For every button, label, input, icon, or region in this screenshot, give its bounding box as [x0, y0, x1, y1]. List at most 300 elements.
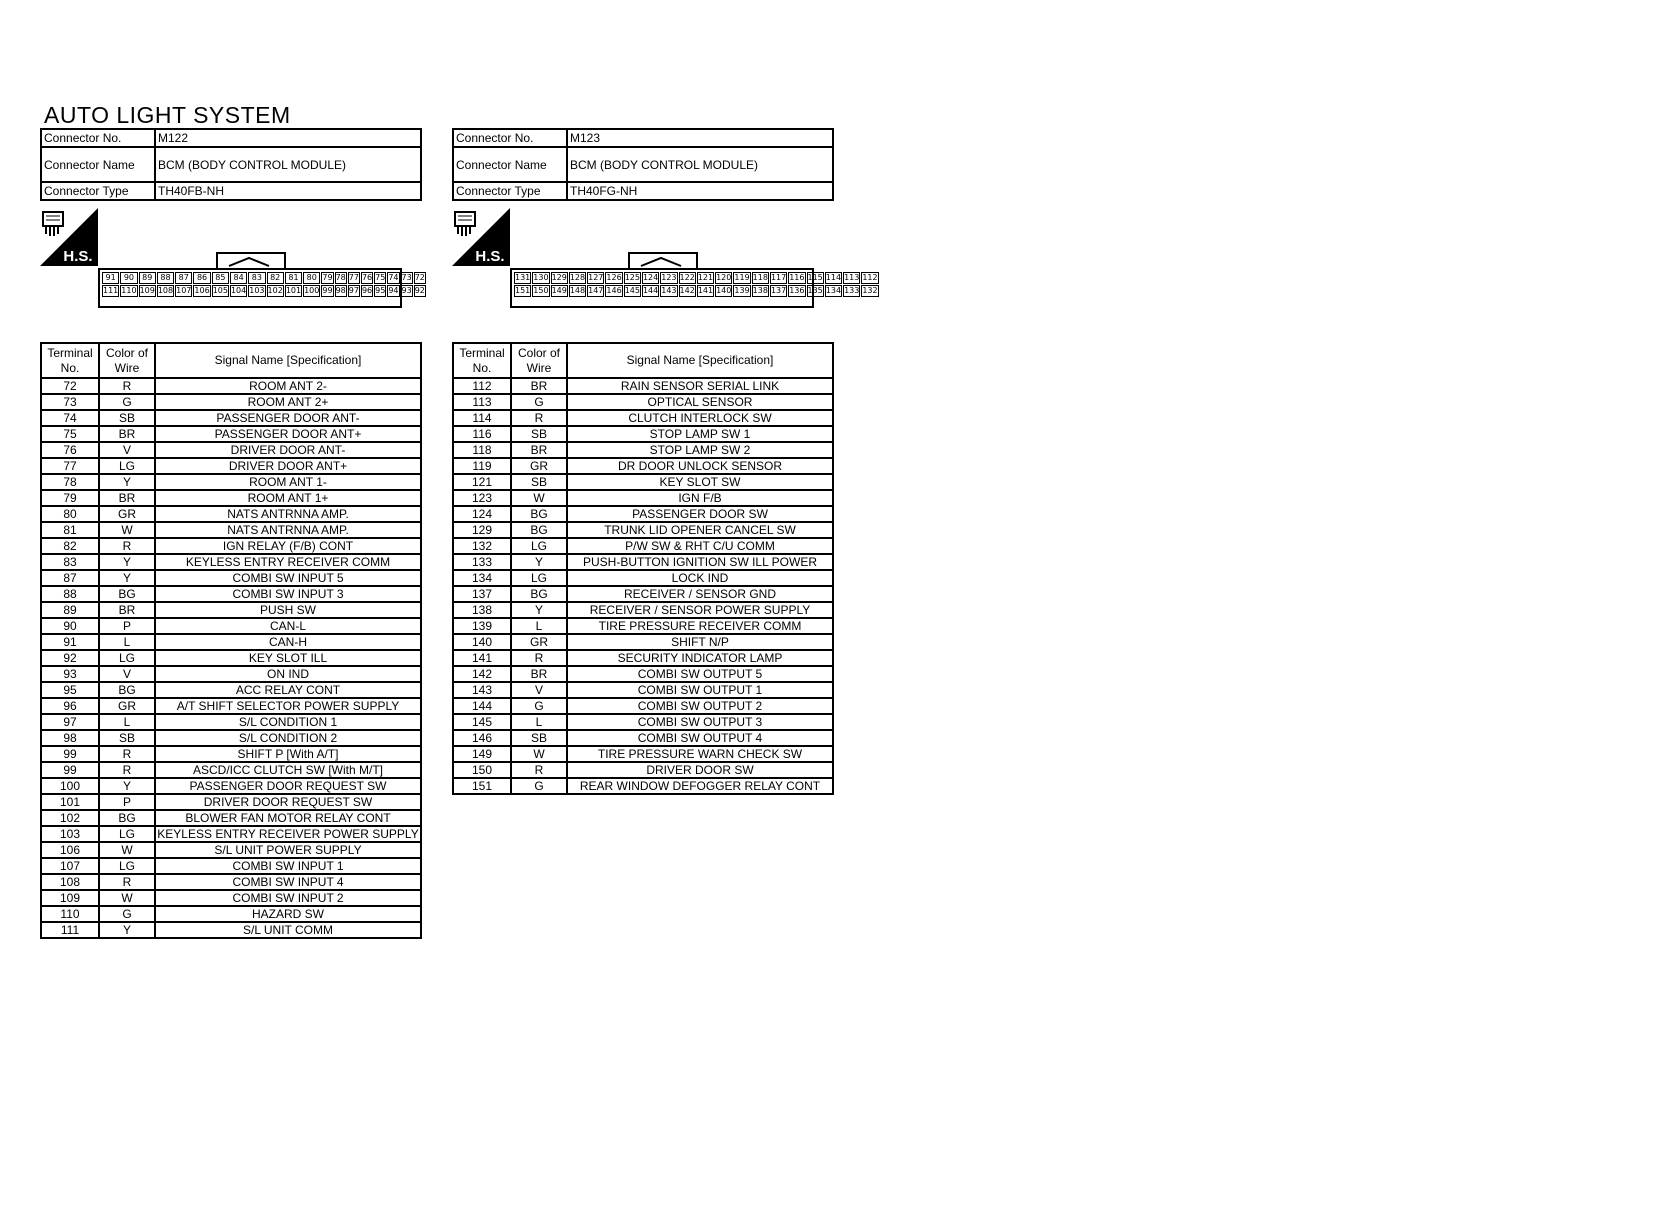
signal-name-cell: KEYLESS ENTRY RECEIVER COMM: [155, 554, 421, 570]
signal-name-cell: COMBI SW INPUT 1: [155, 858, 421, 874]
connector-pin: 110: [121, 286, 137, 295]
wire-color-cell: SB: [99, 410, 155, 426]
table-row: [41, 378, 421, 394]
connector-pin: 84: [230, 272, 247, 284]
connector-pin: 111: [103, 286, 119, 295]
connector-pin: 103: [249, 286, 265, 295]
signal-name-cell: SHIFT N/P: [567, 634, 833, 650]
wire-color-cell: BG: [511, 522, 567, 538]
terminal-cell: 112: [453, 378, 511, 394]
terminal-cell: 129: [453, 522, 511, 538]
table-row: [41, 586, 421, 602]
terminal-cell: 89: [41, 602, 99, 618]
terminal-cell: 124: [453, 506, 511, 522]
table-row: [41, 682, 421, 698]
connector-pin: 109: [139, 286, 155, 295]
terminal-cell: 109: [41, 890, 99, 906]
color-header: Color of Wire: [99, 343, 155, 378]
connector-name-value: BCM (BODY CONTROL MODULE): [567, 147, 833, 182]
signal-name-cell: ROOM ANT 1-: [155, 474, 421, 490]
table-row: [453, 506, 833, 522]
connector-pin: 74: [388, 273, 399, 282]
table-row: [41, 458, 421, 474]
terminal-cell: 116: [453, 426, 511, 442]
terminal-cell: 79: [41, 490, 99, 506]
signal-name-cell: DRIVER DOOR REQUEST SW: [155, 794, 421, 810]
signal-name-cell: S/L CONDITION 1: [155, 714, 421, 730]
connector-name-value: BCM (BODY CONTROL MODULE): [155, 147, 421, 182]
signal-name-cell: REAR WINDOW DEFOGGER RELAY CONT: [567, 778, 833, 794]
signal-name-cell: CLUTCH INTERLOCK SW: [567, 410, 833, 426]
connector-no-value: M123: [567, 129, 833, 147]
signal-name-cell: KEY SLOT SW: [567, 474, 833, 490]
connector-pin: 78: [335, 273, 346, 282]
connector-pin: 132: [862, 286, 878, 295]
wire-color-cell: BG: [99, 810, 155, 826]
connector-info-m123: [452, 128, 834, 201]
terminal-cell: 95: [41, 682, 99, 698]
terminal-table-m123: [452, 342, 834, 795]
connector-pin: 122: [679, 273, 695, 282]
table-row: [41, 922, 421, 938]
wire-color-cell: W: [99, 842, 155, 858]
wire-color-cell: R: [511, 762, 567, 778]
signal-name-cell: COMBI SW OUTPUT 5: [567, 666, 833, 682]
wire-color-cell: SB: [511, 474, 567, 490]
signal-name-cell: COMBI SW OUTPUT 2: [567, 698, 833, 714]
connector-pin: 118: [752, 273, 768, 282]
signal-name-cell: COMBI SW INPUT 2: [155, 890, 421, 906]
table-row: [41, 810, 421, 826]
signal-name-cell: OPTICAL SENSOR: [567, 394, 833, 410]
connector-pin: 139: [734, 286, 750, 295]
connector-name-label: Connector Name: [453, 147, 567, 182]
terminal-cell: 87: [41, 570, 99, 586]
wire-color-cell: L: [99, 634, 155, 650]
table-row: [41, 554, 421, 570]
color-header: Color of Wire: [511, 343, 567, 378]
wire-color-cell: Y: [99, 554, 155, 570]
table-row: [453, 554, 833, 570]
connector-pin: 129: [551, 273, 567, 282]
wire-color-cell: W: [511, 490, 567, 506]
connector-lock-tab: [635, 255, 687, 267]
wire-color-cell: BR: [99, 602, 155, 618]
wire-color-cell: L: [511, 618, 567, 634]
wire-color-cell: GR: [99, 506, 155, 522]
table-row: [453, 634, 833, 650]
connector-pin: 104: [230, 286, 247, 295]
wire-color-cell: BG: [99, 586, 155, 602]
signal-header: Signal Name [Specification]: [567, 343, 833, 378]
signal-name-cell: PUSH-BUTTON IGNITION SW ILL POWER: [567, 554, 833, 570]
table-row: [41, 698, 421, 714]
table-row: [41, 714, 421, 730]
connector-pin: 96: [361, 286, 373, 295]
table-row: [41, 394, 421, 410]
connector-pin: 87: [175, 272, 192, 284]
wire-color-cell: L: [511, 714, 567, 730]
table-row: [41, 410, 421, 426]
signal-name-cell: CAN-H: [155, 634, 421, 650]
connector-pin: 140: [716, 286, 732, 295]
wire-color-cell: Y: [99, 474, 155, 490]
signal-name-cell: TIRE PRESSURE WARN CHECK SW: [567, 746, 833, 762]
connector-name-label: Connector Name: [41, 147, 155, 182]
signal-name-cell: STOP LAMP SW 2: [567, 442, 833, 458]
table-row: [453, 458, 833, 474]
signal-name-cell: ROOM ANT 2+: [155, 394, 421, 410]
signal-name-cell: ROOM ANT 1+: [155, 490, 421, 506]
connector-pin: 141: [697, 286, 714, 295]
signal-name-cell: COMBI SW OUTPUT 3: [567, 714, 833, 730]
connector-pin: 88: [157, 272, 174, 284]
terminal-cell: 100: [41, 778, 99, 794]
terminal-cell: 133: [453, 554, 511, 570]
terminal-cell: 139: [453, 618, 511, 634]
connector-pin: 72: [414, 273, 425, 282]
wire-color-cell: R: [99, 538, 155, 554]
signal-name-cell: PASSENGER DOOR SW: [567, 506, 833, 522]
table-row: [453, 394, 833, 410]
terminal-cell: 78: [41, 474, 99, 490]
connector-face-m123: [452, 208, 878, 308]
signal-name-cell: IGN F/B: [567, 490, 833, 506]
connector-type-label: Connector Type: [41, 182, 155, 200]
table-row: [41, 570, 421, 586]
terminal-cell: 137: [453, 586, 511, 602]
connector-no-label: Connector No.: [41, 129, 155, 147]
signal-name-cell: RECEIVER / SENSOR GND: [567, 586, 833, 602]
connector-pin: 148: [569, 286, 586, 295]
connector-pin: 134: [825, 286, 842, 295]
connector-pin: 125: [624, 273, 640, 282]
table-row: [453, 746, 833, 762]
terminal-cell: 108: [41, 874, 99, 890]
connector-pin: 117: [770, 273, 787, 282]
connector-pin: 94: [388, 286, 399, 295]
wire-color-cell: LG: [511, 570, 567, 586]
table-row: [453, 426, 833, 442]
connector-pin: 99: [322, 286, 333, 295]
table-row: [41, 730, 421, 746]
table-row: [41, 442, 421, 458]
wire-color-cell: W: [99, 890, 155, 906]
signal-name-cell: TRUNK LID OPENER CANCEL SW: [567, 522, 833, 538]
connector-type-label: Connector Type: [453, 182, 567, 200]
terminal-cell: 113: [453, 394, 511, 410]
signal-name-cell: PASSENGER DOOR REQUEST SW: [155, 778, 421, 794]
connector-pin: 126: [606, 273, 622, 282]
signal-name-cell: KEY SLOT ILL: [155, 650, 421, 666]
wire-color-cell: G: [511, 394, 567, 410]
terminal-cell: 114: [453, 410, 511, 426]
terminal-cell: 140: [453, 634, 511, 650]
wire-color-cell: Y: [99, 778, 155, 794]
table-row: [453, 666, 833, 682]
signal-name-cell: ON IND: [155, 666, 421, 682]
connector-pin: 98: [335, 286, 346, 295]
signal-name-cell: PUSH SW: [155, 602, 421, 618]
signal-name-cell: DR DOOR UNLOCK SENSOR: [567, 458, 833, 474]
terminal-cell: 77: [41, 458, 99, 474]
hs-badge: H.S.: [475, 248, 505, 265]
connector-harness-side-icon: [40, 208, 98, 266]
table-row: [453, 474, 833, 490]
wire-color-cell: BG: [99, 682, 155, 698]
connector-pin: 79: [322, 273, 333, 282]
connector-type-value: TH40FB-NH: [155, 182, 421, 200]
wire-color-cell: LG: [99, 858, 155, 874]
wire-color-cell: L: [99, 714, 155, 730]
terminal-cell: 73: [41, 394, 99, 410]
signal-name-cell: HAZARD SW: [155, 906, 421, 922]
connector-face-m122: [40, 208, 425, 308]
terminal-cell: 99: [41, 746, 99, 762]
terminal-cell: 81: [41, 522, 99, 538]
connector-pin: 95: [375, 286, 386, 295]
connector-pin: 105: [212, 286, 228, 295]
table-row: [41, 522, 421, 538]
connector-pin: 123: [661, 273, 677, 282]
table-row: [453, 570, 833, 586]
connector-pin: 151: [515, 286, 531, 295]
connector-pin: 81: [285, 272, 302, 284]
wire-color-cell: BG: [511, 506, 567, 522]
wire-color-cell: LG: [99, 650, 155, 666]
connector-pin: 92: [414, 286, 425, 295]
wire-color-cell: R: [99, 746, 155, 762]
terminal-header: Terminal No.: [41, 343, 99, 378]
connector-pin: 115: [807, 273, 823, 282]
table-row: [453, 762, 833, 778]
connector-pin: 147: [588, 286, 604, 295]
wire-color-cell: LG: [99, 458, 155, 474]
signal-name-cell: COMBI SW INPUT 5: [155, 570, 421, 586]
table-row: [453, 378, 833, 394]
terminal-cell: 90: [41, 618, 99, 634]
table-row: [41, 762, 421, 778]
connector-pin: 119: [734, 273, 750, 282]
terminal-cell: 107: [41, 858, 99, 874]
wire-color-cell: GR: [511, 634, 567, 650]
terminal-cell: 149: [453, 746, 511, 762]
connector-pin: 91: [102, 272, 119, 284]
terminal-cell: 74: [41, 410, 99, 426]
table-row: [41, 490, 421, 506]
connector-pin: 102: [267, 286, 283, 295]
connector-pin: 120: [716, 273, 732, 282]
signal-name-cell: LOCK IND: [567, 570, 833, 586]
wire-color-cell: V: [99, 666, 155, 682]
table-row: [453, 538, 833, 554]
signal-name-cell: STOP LAMP SW 1: [567, 426, 833, 442]
signal-name-cell: SECURITY INDICATOR LAMP: [567, 650, 833, 666]
connector-pin: 135: [807, 286, 823, 295]
connector-pin: 142: [679, 286, 695, 295]
table-row: [41, 874, 421, 890]
wire-color-cell: Y: [511, 602, 567, 618]
connector-pin: 150: [533, 286, 549, 295]
connector-pin: 80: [303, 272, 320, 284]
terminal-cell: 123: [453, 490, 511, 506]
wire-color-cell: SB: [511, 426, 567, 442]
connector-no-label: Connector No.: [453, 129, 567, 147]
table-row: [41, 842, 421, 858]
signal-name-cell: ASCD/ICC CLUTCH SW [With M/T]: [155, 762, 421, 778]
terminal-cell: 110: [41, 906, 99, 922]
connector-pin: 90: [120, 272, 137, 284]
table-row: [453, 602, 833, 618]
signal-name-cell: CAN-L: [155, 618, 421, 634]
connector-pin: 138: [752, 286, 768, 295]
table-row: [453, 410, 833, 426]
terminal-cell: 146: [453, 730, 511, 746]
table-row: [41, 746, 421, 762]
connector-type-value: TH40FG-NH: [567, 182, 833, 200]
table-row: [453, 730, 833, 746]
signal-name-cell: NATS ANTRNNA AMP.: [155, 506, 421, 522]
connector-pin: 86: [193, 272, 210, 284]
connector-pin: 83: [248, 272, 265, 284]
signal-name-cell: COMBI SW OUTPUT 1: [567, 682, 833, 698]
connector-pin: 75: [375, 273, 386, 282]
connector-pin: 73: [401, 273, 412, 282]
signal-name-cell: RECEIVER / SENSOR POWER SUPPLY: [567, 602, 833, 618]
connector-lock-tab: [223, 255, 275, 267]
table-row: [41, 826, 421, 842]
terminal-cell: 99: [41, 762, 99, 778]
terminal-cell: 150: [453, 762, 511, 778]
signal-name-cell: DRIVER DOOR SW: [567, 762, 833, 778]
wire-color-cell: BR: [511, 666, 567, 682]
connector-pin: 106: [194, 286, 210, 295]
table-row: [41, 794, 421, 810]
signal-name-cell: PASSENGER DOOR ANT+: [155, 426, 421, 442]
connector-pin: 121: [697, 273, 714, 282]
connector-pin: 131: [515, 273, 531, 282]
terminal-cell: 102: [41, 810, 99, 826]
terminal-cell: 88: [41, 586, 99, 602]
wire-color-cell: G: [99, 394, 155, 410]
signal-name-cell: S/L UNIT COMM: [155, 922, 421, 938]
terminal-cell: 80: [41, 506, 99, 522]
connector-pin: 149: [551, 286, 567, 295]
signal-name-cell: NATS ANTRNNA AMP.: [155, 522, 421, 538]
connector-pin: 100: [304, 286, 320, 295]
terminal-cell: 92: [41, 650, 99, 666]
signal-name-cell: BLOWER FAN MOTOR RELAY CONT: [155, 810, 421, 826]
wire-color-cell: V: [99, 442, 155, 458]
table-row: [453, 682, 833, 698]
connector-pin: 85: [212, 272, 229, 284]
connector-pin: 137: [770, 286, 787, 295]
wire-color-cell: G: [511, 698, 567, 714]
terminal-cell: 144: [453, 698, 511, 714]
terminal-cell: 96: [41, 698, 99, 714]
terminal-cell: 103: [41, 826, 99, 842]
table-row: [41, 666, 421, 682]
table-row: [453, 650, 833, 666]
table-row: [41, 602, 421, 618]
wire-color-cell: BR: [99, 426, 155, 442]
terminal-cell: 138: [453, 602, 511, 618]
connector-pin: 143: [661, 286, 677, 295]
wire-color-cell: SB: [511, 730, 567, 746]
signal-name-cell: COMBI SW INPUT 3: [155, 586, 421, 602]
wire-color-cell: P: [99, 618, 155, 634]
wire-color-cell: W: [99, 522, 155, 538]
connector-pin: 146: [606, 286, 622, 295]
wire-color-cell: G: [99, 906, 155, 922]
connector-pin: 101: [285, 286, 302, 295]
terminal-cell: 75: [41, 426, 99, 442]
connector-pin: 112: [862, 273, 878, 282]
wire-color-cell: GR: [511, 458, 567, 474]
table-row: [41, 538, 421, 554]
terminal-cell: 134: [453, 570, 511, 586]
terminal-cell: 132: [453, 538, 511, 554]
terminal-cell: 93: [41, 666, 99, 682]
wire-color-cell: R: [99, 378, 155, 394]
signal-name-cell: ROOM ANT 2-: [155, 378, 421, 394]
terminal-cell: 151: [453, 778, 511, 794]
table-row: [41, 906, 421, 922]
wire-color-cell: Y: [99, 922, 155, 938]
table-row: [453, 618, 833, 634]
terminal-cell: 91: [41, 634, 99, 650]
wire-color-cell: Y: [511, 554, 567, 570]
signal-header: Signal Name [Specification]: [155, 343, 421, 378]
terminal-cell: 106: [41, 842, 99, 858]
signal-name-cell: COMBI SW INPUT 4: [155, 874, 421, 890]
signal-name-cell: RAIN SENSOR SERIAL LINK: [567, 378, 833, 394]
table-row: [41, 778, 421, 794]
wire-color-cell: BG: [511, 586, 567, 602]
signal-name-cell: PASSENGER DOOR ANT-: [155, 410, 421, 426]
table-row: [41, 650, 421, 666]
terminal-cell: 119: [453, 458, 511, 474]
terminal-cell: 72: [41, 378, 99, 394]
wire-color-cell: SB: [99, 730, 155, 746]
terminal-cell: 83: [41, 554, 99, 570]
table-row: [453, 522, 833, 538]
wire-color-cell: R: [511, 410, 567, 426]
signal-name-cell: S/L CONDITION 2: [155, 730, 421, 746]
terminal-cell: 76: [41, 442, 99, 458]
connector-pin: 89: [139, 272, 156, 284]
table-row: [41, 426, 421, 442]
connector-pin: 82: [267, 272, 284, 284]
wire-color-cell: G: [511, 778, 567, 794]
signal-name-cell: KEYLESS ENTRY RECEIVER POWER SUPPLY: [155, 826, 421, 842]
connector-harness-side-icon: [452, 208, 510, 266]
signal-name-cell: DRIVER DOOR ANT+: [155, 458, 421, 474]
connector-pin: 127: [588, 273, 604, 282]
connector-pin: 108: [157, 286, 174, 295]
signal-name-cell: TIRE PRESSURE RECEIVER COMM: [567, 618, 833, 634]
connector-pin: 76: [361, 273, 373, 282]
wire-color-cell: R: [511, 650, 567, 666]
table-row: [41, 858, 421, 874]
terminal-table-m122: [40, 342, 422, 939]
connector-pin: 116: [789, 273, 805, 282]
terminal-cell: 143: [453, 682, 511, 698]
terminal-cell: 145: [453, 714, 511, 730]
table-row: [41, 618, 421, 634]
connector-pin: 114: [825, 273, 842, 282]
terminal-cell: 121: [453, 474, 511, 490]
